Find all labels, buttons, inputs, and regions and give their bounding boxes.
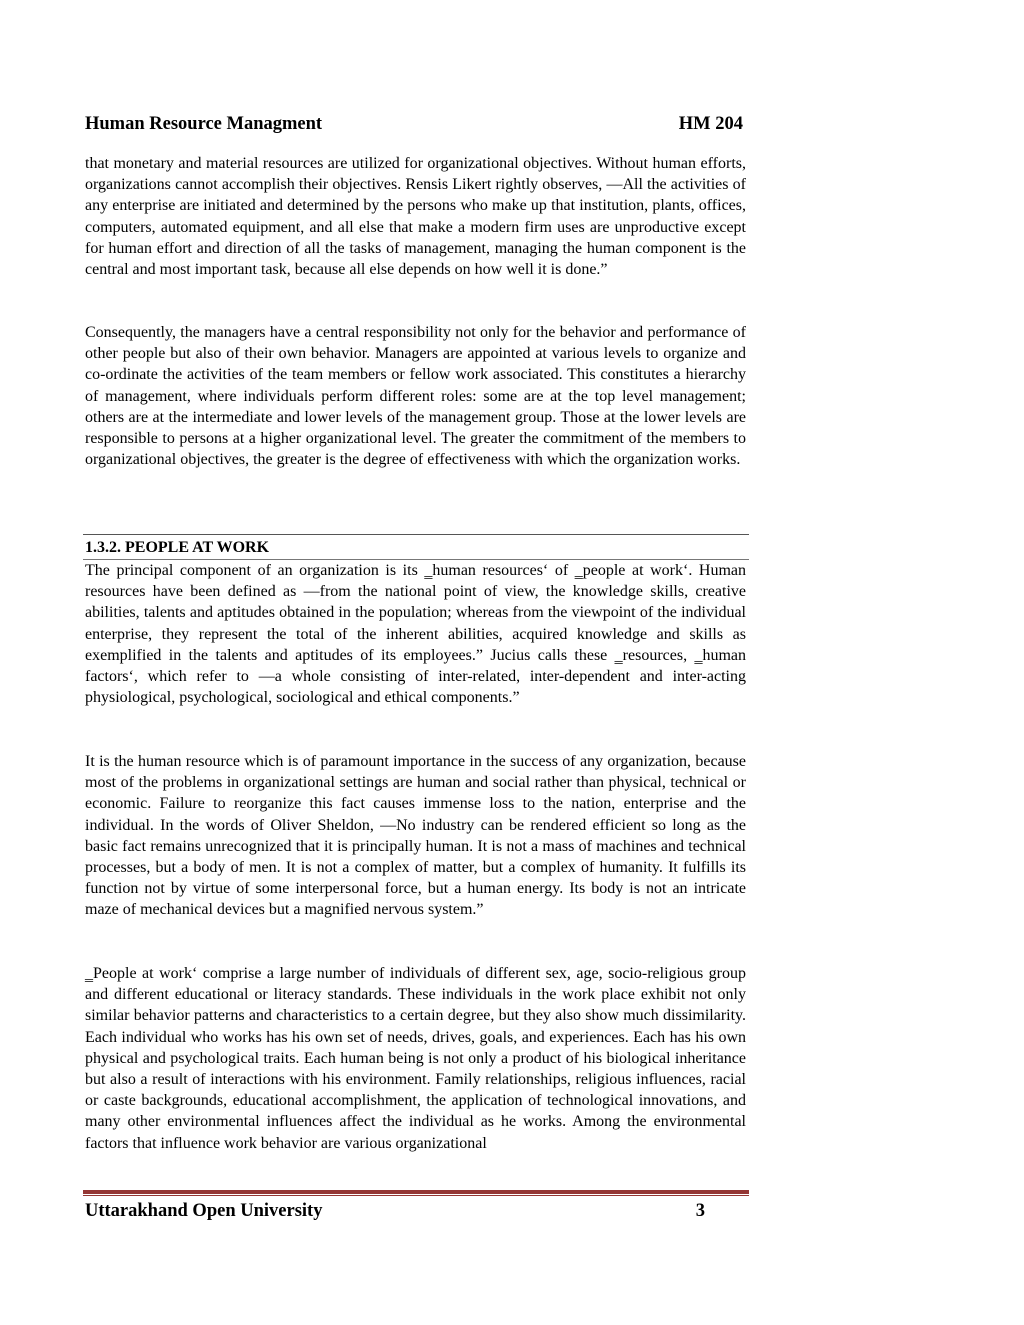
- footer-divider: [83, 1190, 749, 1196]
- footer-divider-thin: [83, 1195, 749, 1196]
- footer-page-number: 3: [695, 1201, 705, 1221]
- page-footer: [85, 1201, 705, 1225]
- header-course-code: HM 204: [678, 114, 743, 134]
- section-divider-top: [83, 534, 749, 535]
- footer-divider-thick: [83, 1190, 749, 1194]
- paragraph-importance: It is the human resource which is of paramount importance in the success of any organization, because most of the problems in organizational settings are human and social rather than physical, technical or economic. Failure to reorganize this fact causes immense loss to the nation, enterprise and the individual. In the words of Oliver Sheldon, ―No industry can be rendered efficient so long as the basic fact remains unrecognized that it is principally human. It is not a mass of machines and technical processes, but a body of men. It is not a complex of matter, but a complex of humanity. It fulfills its function not by virtue of some interpersonal force, but a human energy. Its body is not an intricate maze of mechanical devices but a magnified nervous system.”: [85, 753, 746, 919]
- header-title: Human Resource Managment: [85, 114, 323, 134]
- paragraph-people-at-work: ‗People at work‘ comprise a large number of individuals of different sex, age, socio-religious group and different educational or literacy standards. These individuals in the work place exhibit not only similar behavior patterns and characteristics to a certain degree, but they also show much dissimilarity. Each individual who works has his own set of needs, drives, goals, and experiences. Each has his own physical and psychological traits. Each human being is not only a product of his biological inheritance but also a result of interactions with his environment. Family relationships, religious influences, racial or caste backgrounds, educational accomplishment, the application of technological innovations, and many other environmental influences affect the individual as he works. Among the environmental factors that influence work behavior are various organizational: [85, 965, 746, 1152]
- footer-university: Uttarakhand Open University: [85, 1201, 323, 1221]
- paragraph-intro: that monetary and material resources are utilized for organizational objectives. Without human efforts, organizations cannot accomplish their objectives. Rensis Likert rightly observes, ―All the activities of any enterprise are initiated and determined by the persons who make up that institution, plants, offices, computers, automated equipment, and all else that make a modern firm uses are unproductive except for human effort and direction of all the tasks of management, managing the human component is the central and most important task, because all else depends on how well it is done.”: [85, 155, 746, 279]
- paragraph-managers: Consequently, the managers have a central responsibility not only for the behavior and performance of other people but also of their own behavior. Managers are appointed at various levels to organize and co-ordinate the activities of the team members or fellow work associated. This constitutes a hierarchy of management, where individuals perform different roles: some are at the top level management; others are at the intermediate and lower levels of the management group. Those at the lower levels are responsible to persons at a higher organizational level. The greater the commitment of the members to organizational objectives, the greater is the degree of effectiveness with which the organization works.: [85, 324, 746, 469]
- paragraph-human-resources: The principal component of an organization is its ‗human resources‘ of ‗people at work‘. Human resources have been defined as ―from the national point of view, the knowledge skills, creative abilities, talents and aptitudes obtained in the population; whereas from the viewpoint of the individual enterprise, they represent the total of the inherent abilities, acquired knowledge and skills as exemplified in the talents and aptitudes of its employees.” Jucius calls these ‗resources, ‗human factors‘, which refer to ―a whole consisting of inter-related, inter-dependent and inter-acting physiological, psychological, sociological and ethical components.”: [85, 562, 746, 707]
- page-header: [85, 114, 745, 138]
- section-heading: 1.3.2. PEOPLE AT WORK: [85, 539, 270, 556]
